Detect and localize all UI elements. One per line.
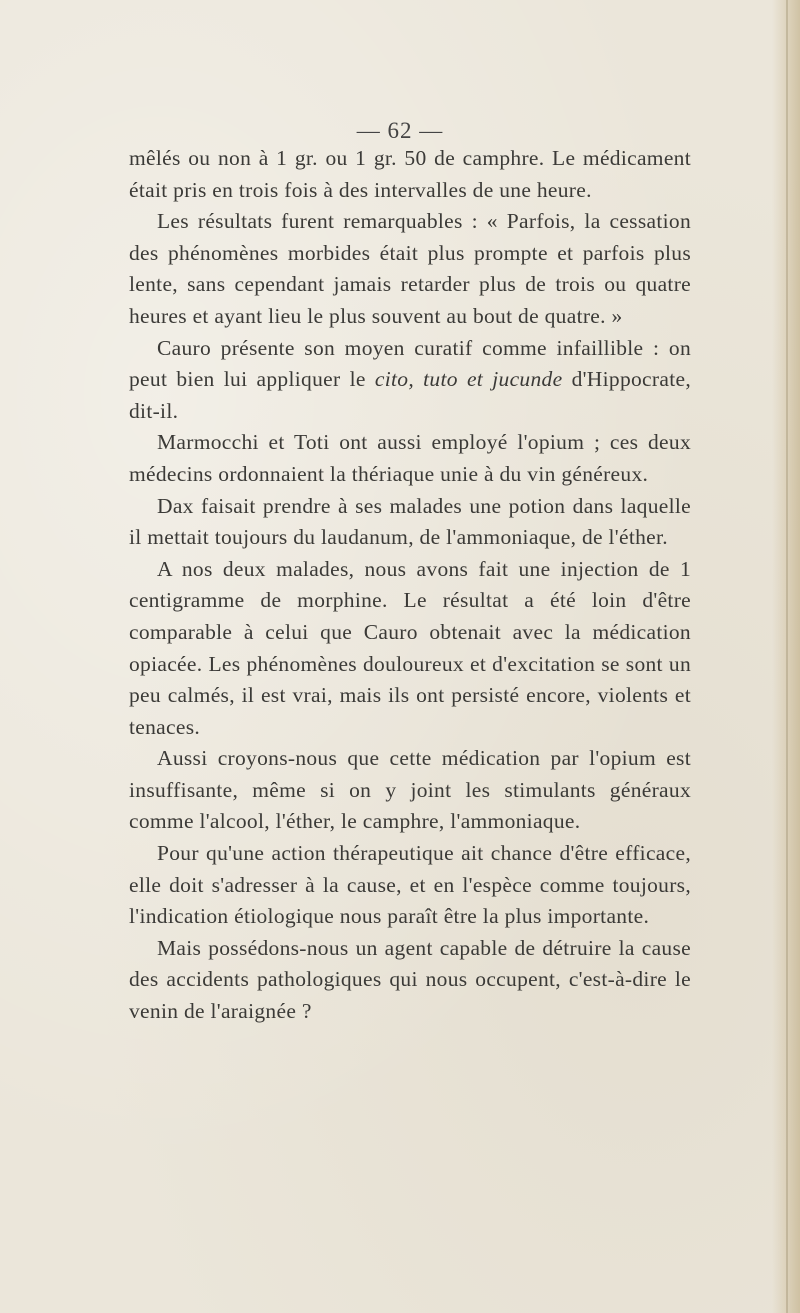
paragraph: Aussi croyons-nous que cette médication par l'opium est insuffisante, même si on y joint les stimulants généraux comme l'alcool, l'éther, le camphre, l'ammoniaque. bbox=[129, 746, 691, 834]
paragraph: Mais possédons-nous un agent capable de détruire la cause des accidents pathologiques qui nous occupent, c'est-à-dire le venin de l'araignée ? bbox=[129, 935, 691, 1024]
paragraph: A nos deux malades, nous avons fait une injection de 1 centigramme de morphine. Le résultat a été loin d'être comparable à celui que Cauro obtenait avec la médication opiacée. Les phénomènes douloureux et d'excitation se sont un peu calmés, il est vrai, mais ils ont persisté encore, violents et tenaces. bbox=[129, 556, 691, 739]
paragraph: Dax faisait prendre à ses malades une potion dans laquelle il mettait toujours du laudanum, de l'ammoniaque, de l'éther. bbox=[129, 493, 691, 550]
paragraph bbox=[129, 333, 691, 428]
paragraph: Pour qu'une action thérapeutique ait chance d'être efficace, elle doit s'adresser à la cause, et en l'espèce comme toujours, l'indication étiologique nous paraît être la plus importante. bbox=[129, 841, 691, 929]
paragraph: Les résultats furent remarquables : « Parfois, la cessation des phénomènes morbides était plus prompte et parfois plus lente, sans cependant jamais retarder plus de trois ou quatre heures et ayant lieu le plus souvent au bout de quatre. » bbox=[129, 209, 691, 328]
paragraph-text: Cauro présente son moyen curatif comme infaillible : on peut bien lui appliquer le bbox=[129, 335, 691, 392]
body-text bbox=[129, 143, 691, 1028]
page-fold-line bbox=[786, 0, 788, 1313]
paragraph: Marmocchi et Toti ont aussi employé l'opium ; ces deux médecins ordonnaient la thériaque unie à du vin généreux. bbox=[129, 430, 691, 486]
paragraph: mêlés ou non à 1 gr. ou 1 gr. 50 de camphre. Le médicament était pris en trois fois à des intervalles de une heure. bbox=[129, 146, 691, 202]
page-number: — 62 — bbox=[356, 118, 444, 143]
paragraph-text: d'Hippocrate, dit-il. bbox=[129, 367, 691, 423]
latin-quote: cito, tuto et jucunde bbox=[374, 367, 563, 392]
